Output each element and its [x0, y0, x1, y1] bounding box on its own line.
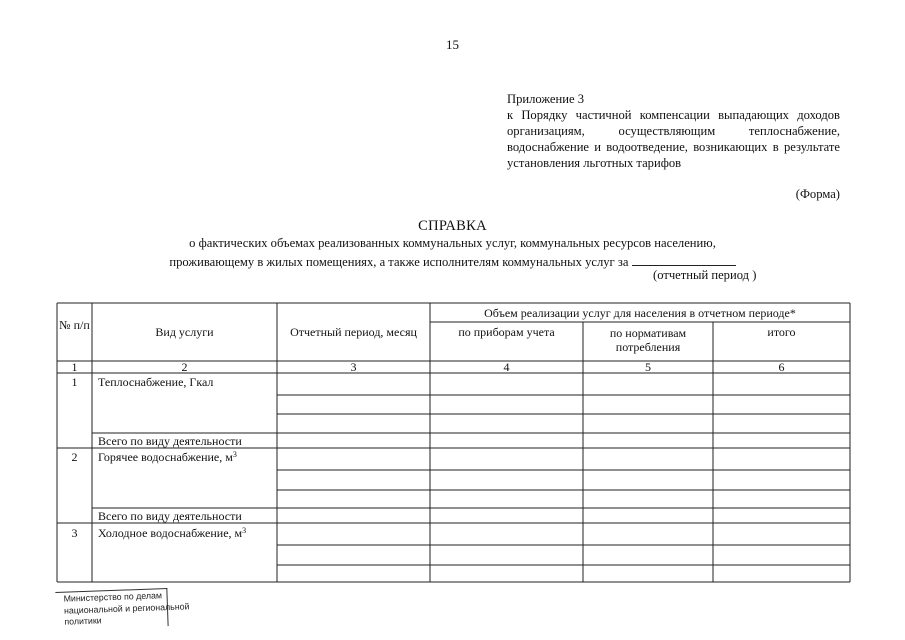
subtitle-line2-text: проживающему в жилых помещениях, а также исполнителям коммунальных услуг за	[169, 255, 629, 269]
period-caption: (отчетный период )	[653, 268, 757, 282]
document-title: СПРАВКА	[418, 218, 487, 234]
col-number-5: 5	[645, 360, 651, 374]
section-1-name: Теплоснабжение, Гкал	[98, 375, 214, 389]
page-number: 15	[446, 37, 459, 52]
document-subtitle-line1: о фактических объемах реализованных коммунальных услуг, коммунальных ресурсов населению,	[189, 236, 716, 250]
header-period: Отчетный период, месяц	[290, 325, 417, 339]
section-2-subtotal: Всего по виду деятельности	[98, 509, 242, 523]
section-3-name: Холодное водоснабжение, м	[98, 526, 243, 540]
section-3-name-cell	[92, 526, 283, 540]
col-number-6: 6	[778, 360, 785, 374]
stamp-line-2: национальной и региональной	[63, 600, 190, 616]
appendix-body: к Порядку частичной компенсации выпадающих доходов организациям, осуществляющим теплоснабжение, водоснабжение и водоотведение, возникающих в результате установления льготных тарифов	[507, 108, 840, 170]
section-3-num: 3	[71, 526, 78, 540]
section-1-num: 1	[71, 375, 78, 389]
col-number-4: 4	[503, 360, 510, 374]
header-total: итого	[767, 325, 796, 339]
section-3-unit-superscript: 3	[242, 526, 247, 535]
header-by-meters: по приборам учета	[458, 325, 555, 339]
header-service: Вид услуги	[155, 325, 214, 339]
section-2-num: 2	[71, 450, 78, 464]
col-number-3: 3	[350, 360, 357, 374]
col-number-1: 1	[71, 360, 78, 374]
header-by-norms: по нормативам потребления	[609, 326, 687, 354]
form-label: (Форма)	[795, 187, 840, 201]
section-1-subtotal: Всего по виду деятельности	[98, 434, 242, 448]
section-2-name-cell	[92, 450, 283, 464]
stamp-line-1: Министерство по делам	[63, 590, 163, 604]
ministry-stamp	[55, 588, 190, 630]
col-number-2: 2	[181, 360, 188, 374]
header-volume-group: Объем реализации услуг для населения в отчетном периоде*	[484, 306, 796, 320]
stamp-line-3: политики	[64, 615, 102, 627]
section-2-name: Горячее водоснабжение, м	[98, 450, 233, 464]
header-num: № п/п	[59, 318, 90, 332]
section-2-unit-superscript: 3	[232, 450, 237, 459]
appendix-title: Приложение 3	[507, 92, 585, 106]
